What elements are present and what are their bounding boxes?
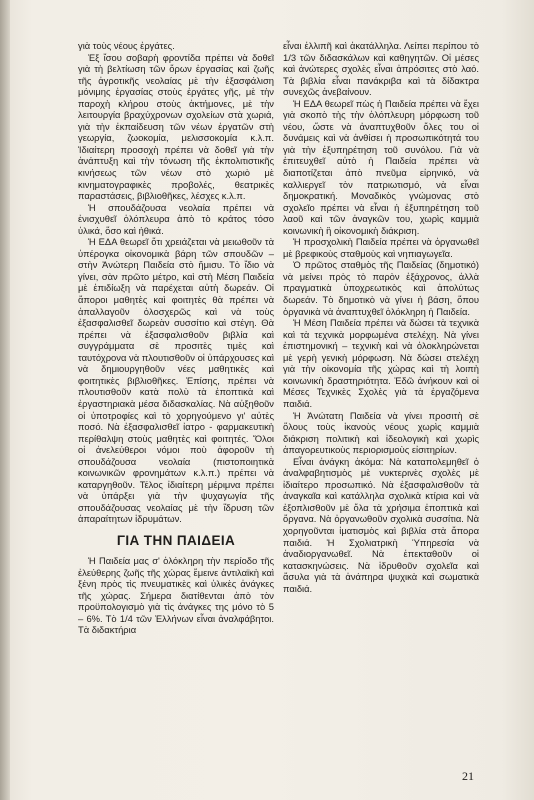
- right-column: [283, 40, 479, 752]
- page-number: 21: [462, 769, 474, 783]
- left-paragraph: Ἡ ΕΔΑ θεωρεῖ ὅτι χρειάζεται νὰ μειωθοῦν τὰ ὑπέρογκα οἰκονομικὰ βάρη τῶν σπουδῶν – στὴν Ἀνώτερη Παιδεία στὸ ἥμισυ. Τὸ ἴδιο νὰ γίνει, σὰν πρῶτο μέτρο, καὶ στὴ Μέση Παιδεία μὲ ἐπιδίωξη νὰ παρέχεται αὐτὴ δωρεάν. Οἱ ἄποροι μαθητὲς καὶ φοιτητὲς θὰ πρέπει νὰ ἀπαλλαγοῦν ὁλοσχερῶς καὶ νὰ τοὺς ἐξασφαλισθεῖ δωρεὰν συσσίτιο καὶ στέγη. Θὰ πρέπει νὰ ἐξασφαλισθοῦν βιβλία καὶ συγγράμματα σὲ προσιτὲς τιμὲς καὶ ταυτόχρονα νὰ πλουτισθοῦν οἱ ὑπάρχουσες καὶ νὰ δημιουργηθοῦν νέες μαθητικὲς καὶ φοιτητικὲς βιβλιοθῆκες. Ἐπίσης, πρέπει νὰ πλουτισθοῦν κατὰ πολὺ τὰ ἐποπτικὰ καὶ ἐργαστηριακὰ μέσα διδασκαλίας. Νὰ αὐξηθοῦν οἱ ὑποτροφίες καὶ τὸ χορηγούμενο γι' αὐτὲς ποσό. Νὰ ἐξασφαλισθεῖ ἰατρο - φαρμακευτικὴ περίθαλψη στοὺς μαθητὲς καὶ φοιτητές. Ὅλοι οἱ ἀνελεύθεροι νόμοι ποὺ ἀφοροῦν τὴ σπουδάζουσα νεολαία (πιστοποιητικὰ κοινωνικῶν φρονημάτων κ.λ.π.) πρέπει νὰ καταργηθοῦν. Τέλος ἰδιαίτερη μέριμνα πρέπει νὰ ὑπάρξει γιὰ τὴν ψυχαγωγία τῆς σπουδάζουσας νεολαίας μὲ τὴν ἵδρυση τῶν ἀπαραίτητων ἱδρυμάτων.: [78, 236, 274, 525]
- page-binding-shadow: [0, 0, 10, 800]
- left-paragraph: Ἡ σπουδάζουσα νεολαία πρέπει νὰ ἐνισχυθεῖ ὁλόπλευρα ἀπὸ τὸ κράτος τόσο ὑλικά, ὅσο καὶ ἠθικά.: [78, 201, 274, 236]
- left-paragraph: Ἐξ ἴσου σοβαρὴ φροντίδα πρέπει νὰ δοθεῖ γιὰ τὴ βελτίωση τῶν ὅρων ἐργασίας καὶ ζωῆς τῆς ἀγροτικῆς νεολαίας μὲ τὴν ἐξασφάλιση μόνιμης ἐργασίας στοὺς ἐργάτες γῆς, μὲ τὴν παροχὴ κλήρου στοὺς ἀκτήμονες, μὲ τὴν λειτουργία βραχύχρονων σχολείων στὰ χωριά, γιὰ τὴν ἐκπαίδευση τῶν νέων ἐργατῶν στὴ γεωργία, ζωοκομία, μελισσοκομία κ.λ.π. Ἰδιαίτερη προσοχὴ πρέπει νὰ δοθεῖ γιὰ τὴν ἀνάπτυξη καὶ τὴν τόνωση τῆς ἐκπολιτιστικῆς κινήσεως τῶν νέων στὸ χωριὸ μὲ κινηματογραφικὲς προβολές, θεατρικὲς παραστάσεις, βιβλιοθῆκες, λέσχες κ.λ.π.: [78, 51, 274, 202]
- left-paragraph: γιὰ τοὺς νέους ἐργάτες.: [78, 40, 175, 51]
- section-heading: ΓΙΑ ΤΗΝ ΠΑΙΔΕΙΑ: [116, 532, 236, 548]
- left-column: [78, 40, 274, 752]
- right-paragraph: Ἡ ΕΔΑ θεωρεῖ πὼς ἡ Παιδεία πρέπει νὰ ἔχει γιὰ σκοπὸ τὴς τὴν ὁλόπλευρη μόρφωση τοῦ νέου, ὥστε νὰ ἀναπτυχθοῦν ὅλες του οἱ δυνάμεις καὶ νὰ ἀνθίσει ἡ προσωπικότητά του γιὰ τὴν ἐξυπηρέτηση τοῦ συνόλου. Γιὰ νὰ ἐπιτευχθεῖ αὐτὸ ἡ Παιδεία πρέπει νὰ διαποτίζεται ἀπὸ πνεῦμα εἰρηνικό, νὰ καλλιεργεῖ τὸν πατριωτισμό, νὰ εἶναι δημοκρατική. Μοναδικὸς γνώμονας στὸ σχολεῖο πρέπει νὰ εἶναι ἡ ἐξυπηρέτηση τοῦ λαοῦ καὶ τῶν ἀναγκῶν του, χωρὶς καμμιὰ κοινωνικὴ ἢ οἰκονομικὴ διάκριση.: [283, 97, 479, 236]
- right-paragraph: Ὁ πρῶτος σταθμὸς τῆς Παιδείας (δημοτικό) νὰ μείνει πρὸς τὸ παρὸν ἑξάχρονος, ἀλλὰ πραγματικὰ ὑποχρεωτικὸς καὶ ἀπολύτως δωρεάν. Τὸ δημοτικὸ νὰ γίνει ἡ βάση, ὅπου ὀργανικὰ νὰ ἀναπτυχθεῖ ὁλόκληρη ἡ Παιδεία.: [283, 259, 479, 317]
- right-paragraph: Εἶναι ἀνάγκη ἀκόμα: Νὰ καταπολεμηθεῖ ὁ ἀναλφαβητισμὸς μὲ νυκτερινὲς σχολὲς μὲ ἰδιαίτερο προσωπικό. Νὰ ἐξασφαλισθοῦν τὰ ἀναγκαῖα καὶ κατάλληλα σχολικὰ κτίρια καὶ νὰ ἐξοπλισθοῦν μὲ ὅλα τὰ χρήσιμα ἐποπτικὰ καὶ ὄργανα. Νὰ ὀργανωθοῦν σχολικὰ συσσίτια. Νὰ χορηγοῦνται ἱματισμὸς καὶ βιβλία στὰ ἄπορα παιδιά. Ἡ Σχολιατρικὴ Ὑπηρεσία νὰ ἀναδιοργανωθεῖ. Νὰ ἐπεκταθοῦν οἱ κατασκηνώσεις. Νὰ ἱδρυθοῦν σχολεῖα καὶ ἄσυλα γιὰ τὰ ἀνάπηρα ψυχικὰ καὶ σωματικὰ παιδιά.: [283, 455, 479, 594]
- right-paragraph: Ἡ προσχολικὴ Παιδεία πρέπει νὰ ὀργανωθεῖ μὲ βρεφικοὺς σταθμοὺς καὶ νηπιαγωγεῖα.: [283, 236, 479, 259]
- right-paragraph: εἶναι ἐλλιπῆ καὶ ἀκατάλληλα. Λείπει περίπου τὸ 1/3 τῶν διδασκάλων καὶ καθηγητῶν. Οἱ μέσες καὶ ἀνώτερες σχολὲς εἶναι ἀπρόσιτες στὸ λαό. Τὰ βιβλία εἶναι πανάκριβα καὶ τὰ δίδακτρα συνεχῶς ἀνεβαίνουν.: [283, 40, 479, 98]
- right-paragraph: Ἡ Μέση Παιδεία πρέπει νὰ δώσει τὰ τεχνικὰ καὶ τὰ τεχνικὰ μορφωμένα στελέχη. Νὰ γίνει ἐπιστημονική – τεχνικὴ καὶ νὰ ὁλοκληρώνεται μὲ γερὴ γενικὴ μόρφωση. Νὰ δώσει στελέχη γιὰ τὴν οἰκονομία τῆς χώρας καὶ τὴ λοιπὴ κοινωνικὴ δραστηριότητα. Ἐδῶ ἀνήκουν καὶ οἱ Μέσες Τεχνικὲς Σχολὲς γιὰ τὰ ἐργαζόμενα παιδιά.: [283, 317, 479, 409]
- right-paragraph: Ἡ Ἀνώτατη Παιδεία νὰ γίνει προσιτὴ σὲ ὅλους τοὺς ἱκανοὺς νέους χωρὶς καμμιὰ διάκριση πολιτικὴ καὶ ἰδεολογικὴ καὶ χωρὶς ἀπαγορευτικοὺς περιορισμοὺς εἰσιτηρίων.: [283, 409, 479, 456]
- left-paragraph: Ἡ Παιδεία μας σ' ὁλόκληρη τὴν περίοδο τῆς ἐλεύθερης ζωῆς τῆς χώρας ἔμεινε ἀντιλαϊκὴ καὶ ξένη πρὸς τὶς πνευματικὲς καὶ ὑλικὲς ἀνάγκες τῆς χώρας. Σήμερα διατίθενται ἀπὸ τὸν προϋπολογισμὸ γιὰ τὶς ἀνάγκες της μόνο τὸ 5 – 6%. Τὸ 1/4 τῶν Ἑλλήνων εἶναι ἀναλφάβητοι. Τὰ διδακτήρια: [78, 554, 274, 636]
